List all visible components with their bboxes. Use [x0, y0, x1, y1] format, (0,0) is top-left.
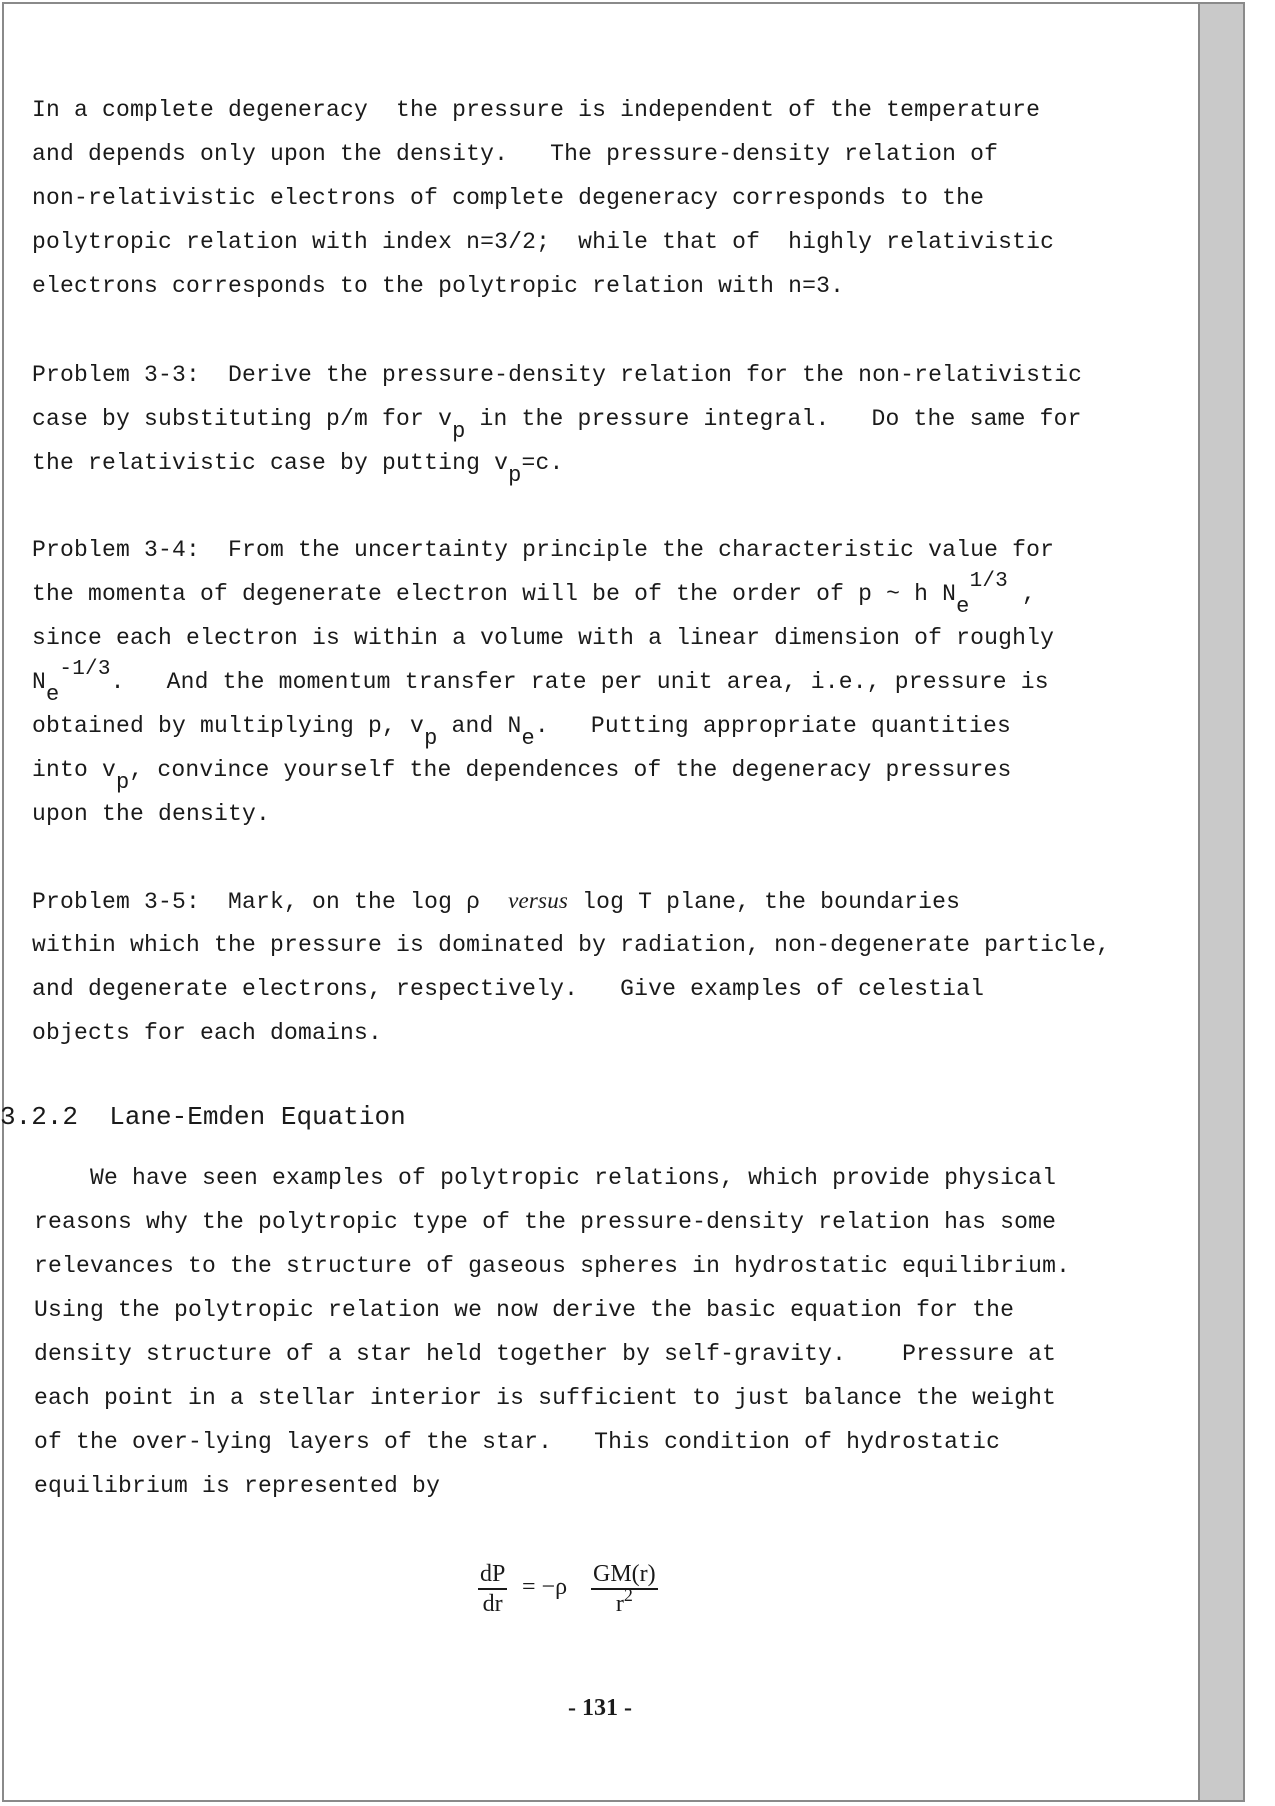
- paragraph1-line1: In a complete degeneracy the pressure is independent of the temperature: [32, 97, 1041, 123]
- paragraph2-line1: We have seen examples of polytropic relations, which provide physical: [34, 1165, 1057, 1191]
- paragraph2-line6: each point in a stellar interior is sufficient to just balance the weight: [34, 1385, 1057, 1411]
- equation-middle: = −ρ: [522, 1574, 568, 1600]
- section-heading: 3.2.2 Lane-Emden Equation: [0, 1102, 406, 1132]
- paragraph1-line2: and depends only upon the density. The pressure-density relation of: [32, 141, 999, 167]
- problem34-line2: the momenta of degenerate electron will be of the order of p ~ h Ne1/3 ,: [32, 570, 1036, 619]
- equation-lhs-denominator: dr: [482, 1591, 503, 1617]
- problem35-line2: within which the pressure is dominated by radiation, non-degenerate particle,: [32, 932, 1111, 958]
- paragraph1-line3: non-relativistic electrons of complete degeneracy corresponds to the: [32, 185, 985, 211]
- problem33-line1: Problem 3-3: Derive the pressure-density relation for the non-relativistic: [32, 362, 1083, 388]
- hydrostatic-equation: [478, 1560, 698, 1630]
- equation-rhs-numerator: GM(r): [591, 1560, 658, 1590]
- equation-rhs-fraction: [591, 1560, 658, 1619]
- paragraph2-line4: Using the polytropic relation we now derive the basic equation for the: [34, 1297, 1015, 1323]
- problem34-line4: Ne-1/3. And the momentum transfer rate per unit area, i.e., pressure is: [32, 658, 1049, 707]
- paragraph2-line3: relevances to the structure of gaseous spheres in hydrostatic equilibrium.: [34, 1253, 1071, 1279]
- equation-rhs-denominator: $r^2$: [615, 1585, 633, 1617]
- problem34-line5: obtained by multiplying p, vp and Ne. Putting appropriate quantities: [32, 713, 1011, 751]
- paragraph2-line8: equilibrium is represented by: [34, 1473, 441, 1499]
- equation-lhs-fraction: [478, 1560, 507, 1618]
- paragraph2-line5: density structure of a star held together by self-gravity. Pressure at: [34, 1341, 1057, 1367]
- problem33-line3: the relativistic case by putting vp=c.: [32, 450, 564, 488]
- paragraph1-line5: electrons corresponds to the polytropic relation with n=3.: [32, 273, 845, 299]
- problem34-line7: upon the density.: [32, 801, 271, 827]
- paragraph2-line2: reasons why the polytropic type of the pressure-density relation has some: [34, 1209, 1057, 1235]
- page-edge-shadow: [1200, 2, 1245, 1802]
- page-number: - 131 -: [568, 1695, 632, 1721]
- paragraph2-line7: of the over-lying layers of the star. This condition of hydrostatic: [34, 1429, 1001, 1455]
- problem35-line4: objects for each domains.: [32, 1020, 383, 1046]
- problem35-line3: and degenerate electrons, respectively. Give examples of celestial: [32, 976, 985, 1002]
- problem34-line1: Problem 3-4: From the uncertainty principle the characteristic value for: [32, 537, 1055, 563]
- problem33-line2: case by substituting p/m for vp in the pressure integral. Do the same for: [32, 406, 1082, 444]
- equation-lhs-numerator: dP: [478, 1560, 507, 1590]
- problem34-line3: since each electron is within a volume with a linear dimension of roughly: [32, 625, 1055, 651]
- paragraph1-line4: polytropic relation with index n=3/2; while that of highly relativistic: [32, 229, 1055, 255]
- problem35-line1: Problem 3-5: Mark, on the log ρ versus log T plane, the boundaries: [32, 888, 961, 915]
- problem34-line6: into vp, convince yourself the dependences of the degeneracy pressures: [32, 757, 1012, 795]
